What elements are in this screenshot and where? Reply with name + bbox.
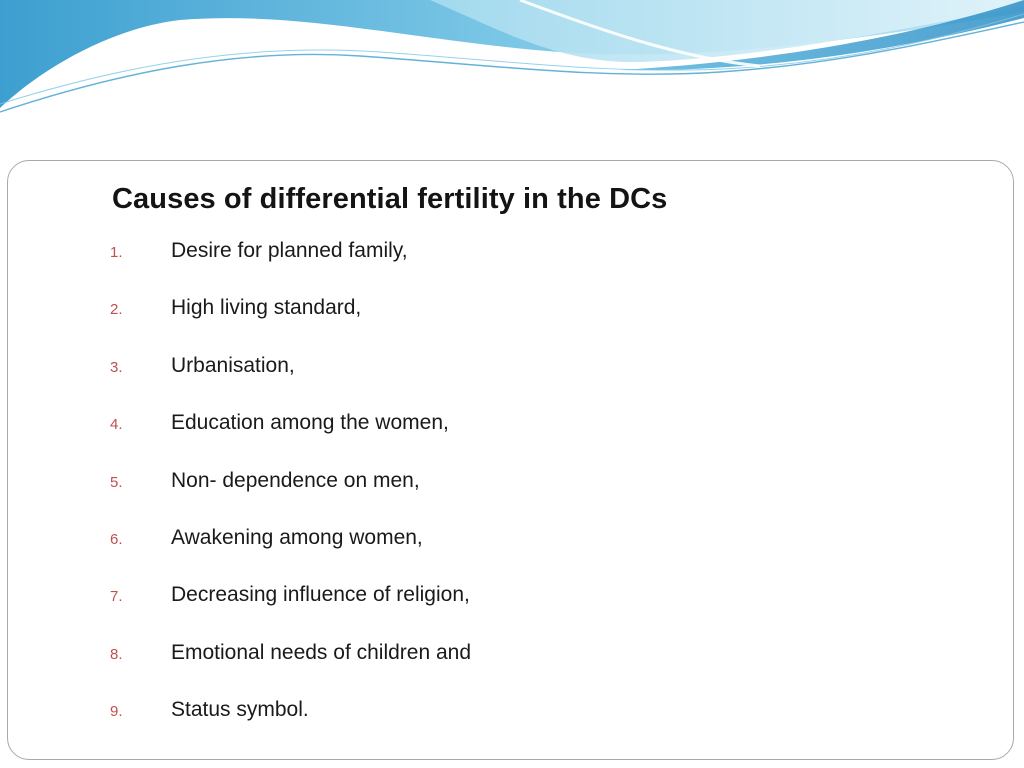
- list-item: [110, 411, 471, 468]
- list-item: [110, 239, 471, 296]
- list-item-number: 5.: [110, 473, 123, 491]
- list-item-text: Non- dependence on men,: [171, 468, 420, 492]
- list-item: [110, 583, 471, 640]
- list-item-text: Status symbol.: [171, 698, 309, 722]
- list-item: [110, 698, 471, 755]
- decorative-wave-banner: [0, 0, 1024, 160]
- list-item-text: Urbanisation,: [171, 353, 295, 377]
- list-item-text: High living standard,: [171, 296, 362, 320]
- list-item: [110, 354, 471, 411]
- list-item-text: Education among the women,: [171, 411, 449, 435]
- list-item: [110, 641, 471, 698]
- list-item-text: Decreasing influence of religion,: [171, 583, 470, 607]
- list-item-number: 8.: [110, 645, 123, 663]
- causes-list: [110, 239, 471, 756]
- list-item-text: Desire for planned family,: [171, 239, 408, 262]
- list-item-text: Awakening among women,: [171, 525, 423, 549]
- list-item-number: 6.: [110, 530, 123, 548]
- list-item-number: 9.: [110, 703, 123, 721]
- list-item-text: Emotional needs of children and: [171, 640, 472, 664]
- slide-title: Causes of differential fertility in the DCs: [112, 183, 668, 215]
- list-item-number: 4.: [110, 416, 123, 434]
- list-item-number: 3.: [110, 358, 123, 376]
- list-item-number: 1.: [110, 244, 123, 261]
- list-item-number: 7.: [110, 588, 123, 606]
- list-item: [110, 469, 471, 526]
- list-item: [110, 526, 471, 583]
- list-item: [110, 296, 471, 353]
- list-item-number: 2.: [110, 301, 123, 319]
